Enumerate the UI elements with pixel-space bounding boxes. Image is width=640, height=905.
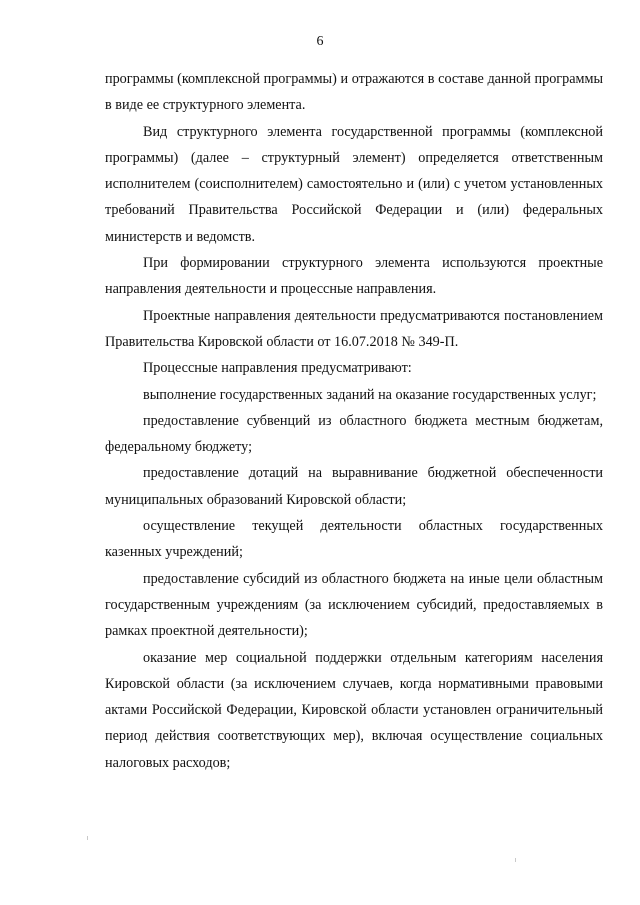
scan-speck (87, 836, 88, 840)
list-item-subsidies-other-purposes: предоставление субсидий из областного бюджета на иные цели областным государственным учреждениям (за исключением субсидий, предоставляемых в рамках проектной деятельности); (105, 570, 603, 640)
list-item-subventions: предоставление субвенций из областного бюджета местным бюджетам, федеральному бюджету; (105, 412, 603, 456)
paragraph-process-directions-intro: Процессные направления предусматривают: (143, 360, 412, 377)
scan-speck (515, 858, 516, 862)
paragraph-project-directions: Проектные направления деятельности предусматриваются постановлением Правительства Кировской области от 16.07.2018 № 349-П. (105, 307, 603, 350)
list-item-subsidies-equalization: предоставление дотаций на выравнивание бюджетной обеспеченности муниципальных образований Кировской области; (105, 465, 603, 508)
paragraph-continuation: программы (комплексной программы) и отражаются в составе данной программы в виде ее структурного элемента. (105, 71, 603, 114)
list-item-state-assignments: выполнение государственных заданий на оказание государственных услуг; (143, 386, 597, 403)
document-body (105, 66, 603, 776)
page-number: 6 (316, 34, 324, 49)
list-item-social-support: оказание мер социальной поддержки отдельным категориям населения Кировской области (за исключением случаев, когда нормативными правовыми актами Российской Федерации, Кировской области установлен ограничительный период действия соответствующих мер), включая осуществление социальных налоговых расходов; (105, 649, 603, 771)
paragraph-structural-element-type: Вид структурного элемента государственной программы (комплексной программы) (далее – структурный элемент) определяется ответственным исполнителем (соисполнителем) самостоятельно и (или) с учетом установленных требований Правительства Российской Федерации и (или) федеральных министерств и ведомств. (105, 123, 603, 245)
paragraph-directions-used: При формировании структурного элемента используются проектные направления деятельности и процессные направления. (105, 255, 603, 298)
list-item-current-activities: осуществление текущей деятельности областных государственных казенных учреждений; (105, 518, 603, 561)
